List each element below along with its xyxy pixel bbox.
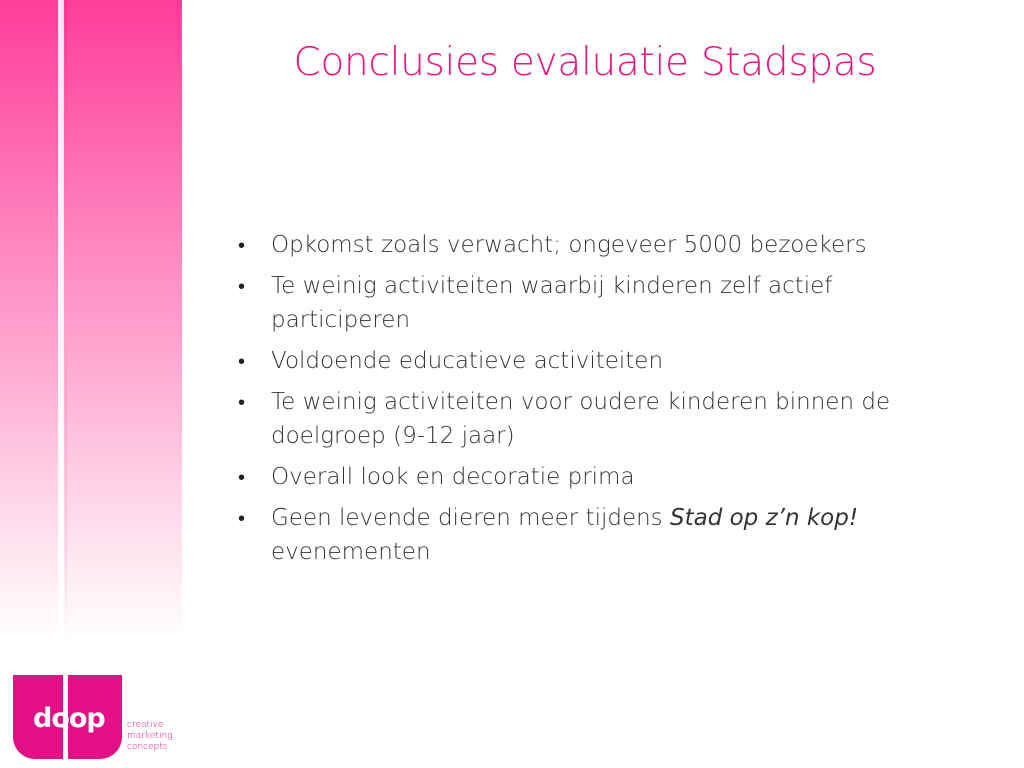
bullet-item (234, 269, 934, 337)
bullet-symbol: • (238, 349, 246, 373)
bullet-symbol: • (238, 506, 246, 530)
bullet-text-after: evenementen (271, 539, 431, 565)
bullet-text: Te weinig activiteiten voor oudere kinderen binnen de doelgroep (9-12 jaar) (271, 389, 891, 449)
bullet-item (234, 385, 934, 453)
tagline-line: concepts (127, 742, 168, 752)
decorative-side-line (65, 0, 67, 640)
tagline-line: creative (127, 720, 164, 730)
bullet-item (234, 460, 934, 494)
bullet-item (234, 344, 934, 378)
bullet-text-before: Geen levende dieren meer tijdens (271, 505, 670, 531)
slide-title: Conclusies evaluatie Stadspas (293, 40, 877, 85)
bullet-item (234, 501, 934, 569)
bullet-symbol: • (238, 274, 246, 298)
bullet-text: Voldoende educatieve activiteiten (271, 348, 664, 374)
logo-tagline (127, 720, 187, 753)
bullet-text: Te weinig activiteiten waarbij kinderen zelf actief participeren (271, 273, 833, 333)
decorative-side-bar (0, 0, 182, 640)
bullet-symbol: • (238, 465, 246, 489)
bullet-list (234, 228, 934, 576)
bullet-item (234, 228, 934, 262)
tagline-line: marketing (127, 731, 173, 741)
decorative-side-stripe (58, 0, 64, 640)
doop-logo (13, 675, 123, 760)
bullet-text: Overall look en decoratie prima (271, 464, 635, 490)
bullet-symbol: • (238, 233, 246, 257)
event-name: Stad op z’n kop! (669, 505, 859, 531)
bullet-symbol: • (238, 390, 246, 414)
bullet-text: Opkomst zoals verwacht; ongeveer 5000 bezoekers (271, 232, 867, 258)
logo-wordmark: doop (33, 703, 105, 734)
